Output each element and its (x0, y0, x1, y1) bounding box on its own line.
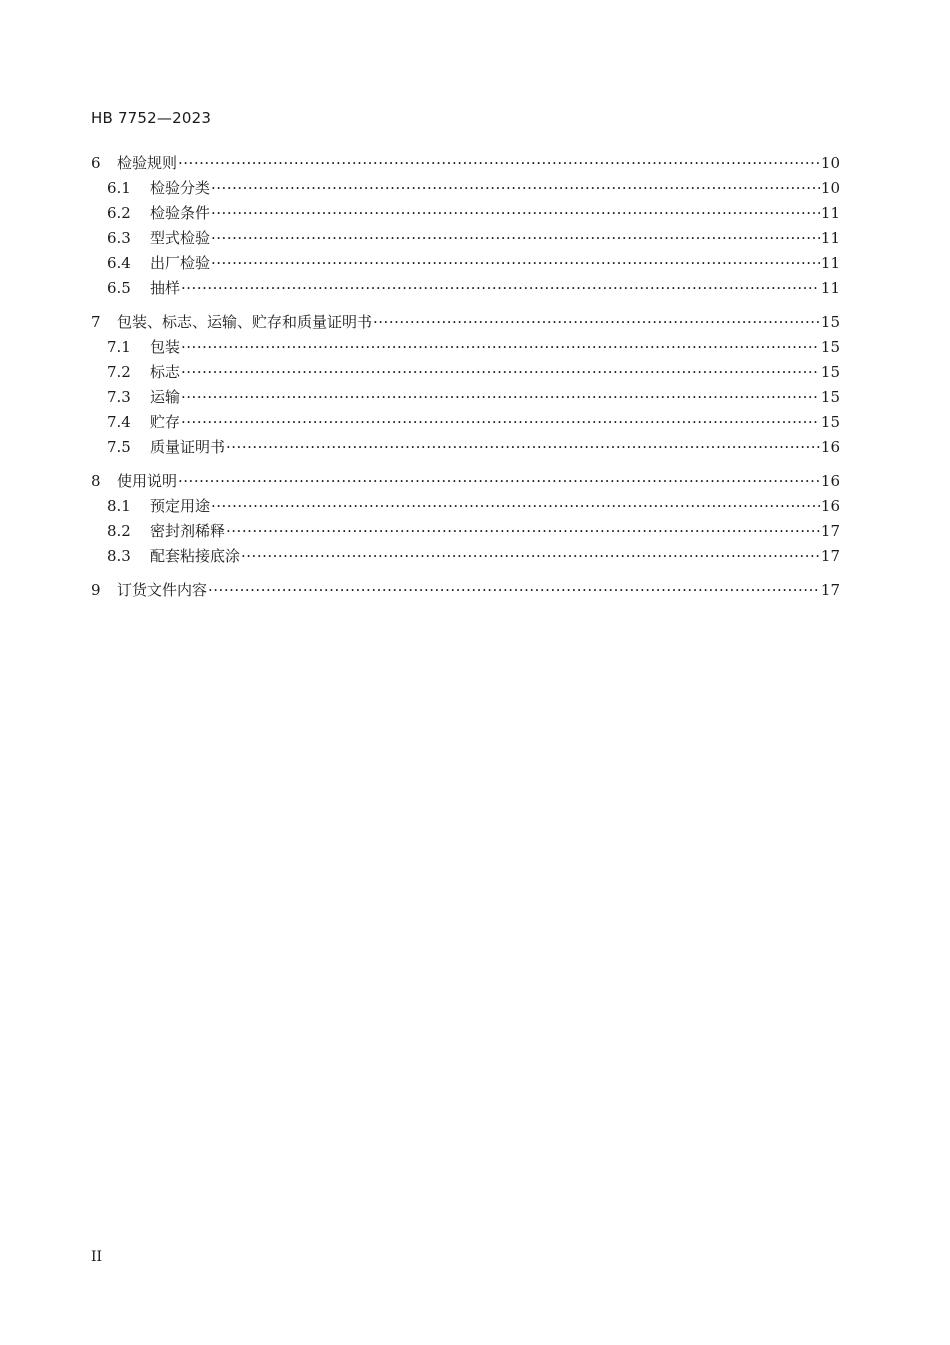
toc-dot-leader (178, 469, 820, 494)
toc-dot-leader (211, 251, 820, 276)
toc-dot-leader (211, 494, 820, 519)
toc-entry-title: 检验规则 (117, 154, 178, 172)
toc-entry-number: 8 (91, 472, 101, 490)
toc-entry[interactable] (91, 226, 840, 251)
toc-entry-page: 11 (820, 254, 840, 272)
toc-entry-number: 7.1 (107, 338, 131, 356)
toc-entry-title: 预定用途 (150, 497, 211, 515)
toc-entry-number: 8.1 (107, 497, 131, 515)
toc-entry-page: 15 (820, 313, 840, 331)
toc-entry-title: 包装 (150, 338, 181, 356)
toc-entry-page: 16 (820, 472, 840, 490)
toc-dot-leader (181, 385, 820, 410)
toc-entry-number: 7.3 (107, 388, 131, 406)
toc-entry[interactable] (91, 494, 840, 519)
toc-entry-page: 17 (820, 547, 840, 565)
toc-entry-title: 检验分类 (150, 179, 211, 197)
toc-entry-title: 订货文件内容 (117, 581, 208, 599)
toc-entry-page: 11 (820, 204, 840, 222)
toc-entry[interactable] (91, 176, 840, 201)
toc-entry-number: 9 (91, 581, 101, 599)
toc-entry[interactable] (91, 251, 840, 276)
toc-entry[interactable] (91, 276, 840, 301)
toc-entry-title: 密封剂稀释 (150, 522, 226, 540)
toc-entry-title: 标志 (150, 363, 181, 381)
toc-entry[interactable] (91, 360, 840, 385)
toc-entry-page: 10 (820, 179, 840, 197)
toc-entry-number: 8.3 (107, 547, 131, 565)
toc-entry[interactable] (91, 201, 840, 226)
toc-entry-title: 质量证明书 (150, 438, 226, 456)
toc-entry-number: 6.3 (107, 229, 131, 247)
toc-entry[interactable] (91, 469, 840, 494)
toc-entry-number: 6 (91, 154, 101, 172)
toc-entry-page: 15 (820, 388, 840, 406)
toc-entry-number: 6.4 (107, 254, 131, 272)
toc-entry[interactable] (91, 385, 840, 410)
toc-entry-title: 配套粘接底涂 (150, 547, 241, 565)
toc-entry[interactable] (91, 310, 840, 335)
toc-entry-title: 出厂检验 (150, 254, 211, 272)
toc-entry-number: 6.5 (107, 279, 131, 297)
toc-dot-leader (181, 335, 820, 360)
toc-entry-page: 11 (820, 279, 840, 297)
toc-entry[interactable] (91, 578, 840, 603)
toc-entry[interactable] (91, 151, 840, 176)
toc-entry[interactable] (91, 410, 840, 435)
toc-entry-page: 17 (820, 581, 840, 599)
toc-entry-page: 16 (820, 438, 840, 456)
toc-dot-leader (181, 410, 820, 435)
toc-dot-leader (211, 201, 820, 226)
toc-entry-number: 7.5 (107, 438, 131, 456)
toc-entry-number: 8.2 (107, 522, 131, 540)
toc-dot-leader (226, 435, 820, 460)
toc-entry-number: 6.2 (107, 204, 131, 222)
toc-entry-number: 7.4 (107, 413, 131, 431)
toc-dot-leader (373, 310, 820, 335)
toc-entry-page: 17 (820, 522, 840, 540)
toc-dot-leader (208, 578, 820, 603)
toc-dot-leader (226, 519, 820, 544)
toc-entry-title: 型式检验 (150, 229, 211, 247)
toc-dot-leader (241, 544, 820, 569)
toc-entry-number: 6.1 (107, 179, 131, 197)
toc-entry[interactable] (91, 335, 840, 360)
toc-entry-page: 16 (820, 497, 840, 515)
toc-entry-page: 11 (820, 229, 840, 247)
toc-entry-title: 包装、标志、运输、贮存和质量证明书 (117, 313, 373, 331)
toc-entry-number: 7 (91, 313, 101, 331)
toc-dot-leader (211, 226, 820, 251)
toc-entry-page: 15 (820, 338, 840, 356)
toc-entry[interactable] (91, 544, 840, 569)
page-number: II (91, 1249, 103, 1265)
toc-dot-leader (181, 360, 820, 385)
toc-dot-leader (211, 176, 820, 201)
toc-entry-page: 10 (820, 154, 840, 172)
toc-entry-number: 7.2 (107, 363, 131, 381)
document-code: HB 7752—2023 (91, 109, 212, 127)
toc-entry-page: 15 (820, 413, 840, 431)
toc-entry-title: 运输 (150, 388, 181, 406)
toc-entry-page: 15 (820, 363, 840, 381)
toc-dot-leader (178, 151, 820, 176)
toc-dot-leader (181, 276, 820, 301)
toc-entry-title: 抽样 (150, 279, 181, 297)
toc-entry[interactable] (91, 519, 840, 544)
toc-entry-title: 贮存 (150, 413, 181, 431)
table-of-contents (91, 151, 840, 603)
toc-entry[interactable] (91, 435, 840, 460)
toc-entry-title: 检验条件 (150, 204, 211, 222)
toc-entry-title: 使用说明 (117, 472, 178, 490)
